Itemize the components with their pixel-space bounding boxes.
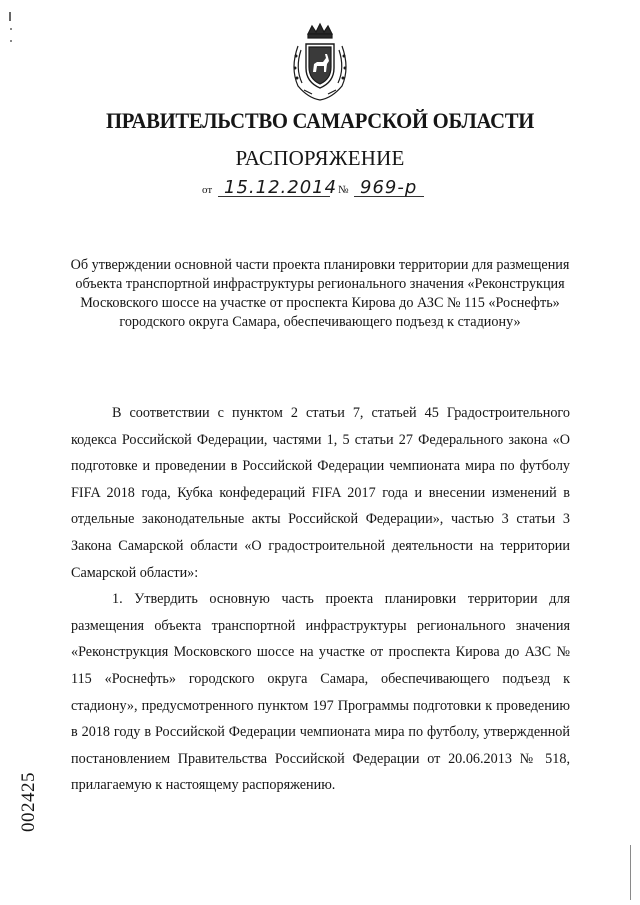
date-value: 15.12.2014 [224,177,338,198]
preamble-paragraph: В соответствии с пунктом 2 статьи 7, статьей 45 Градостроительного кодекса Российской Федерации, частями 1, 5 статьи 27 Федерального закона «О подготовке и проведении в Российской Федерации чемпионата мира по футболу FIFA 2018 года, Кубка конфедераций FIFA 2017 года и внесении изменений в отдельные законодательные акты Российской Федерации», частью 3 статьи 3 Закона Самарской области «О градостроительной деятельности на территории Самарской области»: [71,405,570,581]
scan-speck [9,12,11,21]
document-body [71,400,570,799]
date-number-line [200,172,440,202]
document-subject: Об утверждении основной части проекта планировки территории для размещения объекта транспортной инфраструктуры регионального значения «Реконструкция Московского шоссе на участке от проспекта Кирова до АЗС № 115 «Роснефть» городского округа Самара, обеспечивающего подъезд к стадиону» [70,257,570,330]
date-label: от [202,184,213,196]
coat-of-arms-icon [284,20,356,104]
scan-edge-line [630,845,631,900]
registration-number: 002425 [18,772,39,832]
item-1-paragraph: 1. Утвердить основную часть проекта планировки территории для размещения объекта транспортной инфраструктуры регионального значения «Реконструкция Московского шоссе на участке от проспекта Кирова до АЗС № 115 «Роснефть» городского округа Самара, обеспечивающего подъезд к стадиону», предусмотренного пунктом 197 Программы подготовки к проведению в 2018 году в Российской Федерации чемпионата мира по футболу, утвержденной постановлением Правительства Российской Федерации от 20.06.2013 № 518, прилагаемую к настоящему распоряжению. [71,591,570,794]
document-type: РАСПОРЯЖЕНИЕ [235,146,405,170]
number-value: 969-р [360,177,418,198]
organization-title: ПРАВИТЕЛЬСТВО САМАРСКОЙ ОБЛАСТИ [105,108,535,133]
scan-speck [10,28,12,30]
number-label: № [338,184,349,196]
scan-speck [10,40,12,42]
